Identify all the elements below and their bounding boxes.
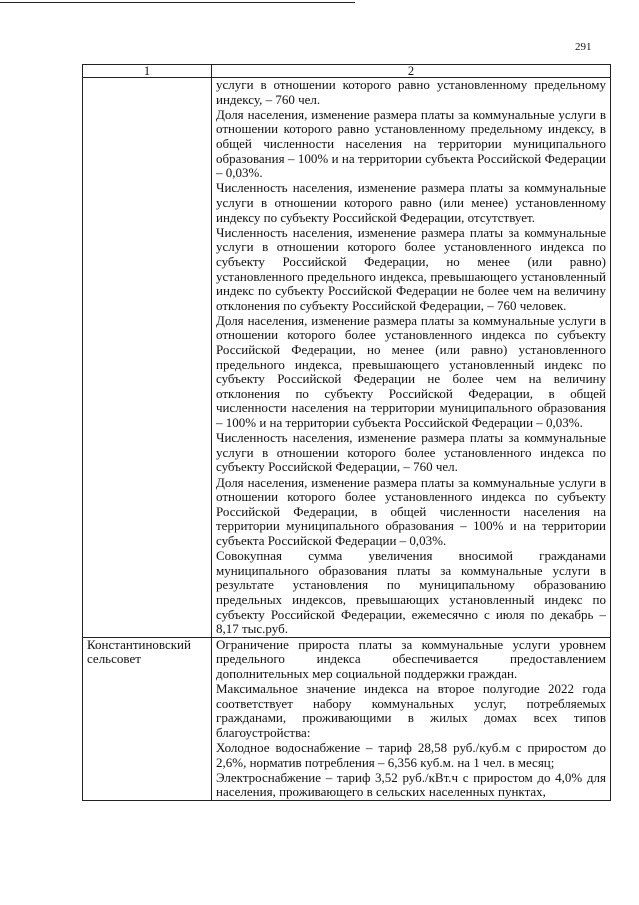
paragraph: Электроснабжение – тариф 3,52 руб./кВт.ч с приростом до 4,0% для населения, проживающего в сельских населенных пунктах, — [216, 769, 606, 800]
paragraph: Доля населения, изменение размера платы за коммунальные услуги в отношении которого более установленного индекса по субъекту Российской Федерации, в общей численности населения на территории муниципального образования – 100% и на территории субъекта Российской Федерации – 0,03%. — [216, 474, 606, 548]
paragraph: Доля населения, изменение размера платы за коммунальные услуги в отношении которого более установленного индекса по субъекту Российской Федерации, но менее (или равно) установленного предельного индекса, превышающего установленный индекс по субъекту Российской Федерации не более чем на величину отклонения по субъекту Российской Федерации, в общей численности населения на территории муниципального образования – 100% и на территории субъекта Российской Федерации – 0,03%. — [216, 312, 606, 431]
row-content — [212, 637, 611, 800]
row-content — [212, 78, 611, 638]
header-col-1: 1 — [83, 65, 212, 78]
table-header-row — [83, 65, 611, 78]
document-table — [82, 64, 611, 801]
paragraph: Численность населения, изменение размера платы за коммунальные услуги в отношении которого более установленного индекса по субъекту Российской Федерации, – 760 чел. — [216, 430, 606, 475]
header-col-2: 2 — [212, 65, 611, 78]
row-label — [83, 78, 212, 638]
row-label-konstantinovsky: Константиновский сельсовет — [83, 637, 212, 800]
paragraph: Численность населения, изменение размера платы за коммунальные услуги в отношении которого равно (или менее) установленному индексу по субъекту Российской Федерации, отсутствует. — [216, 180, 606, 225]
paragraph: Численность населения, изменение размера платы за коммунальные услуги в отношении которого более установленного индекса по субъекту Российской Федерации, но менее (или равно) установленного предельного индекса, превышающего установленный индекс по субъекту Российской Федерации не более чем на величину отклонения по субъекту Российской Федерации, – 760 человек. — [216, 224, 606, 313]
top-rule — [0, 2, 355, 3]
paragraph: Холодное водоснабжение – тариф 28,58 руб./куб.м с приростом до 2,6%, норматив потребления – 6,356 куб.м. на 1 чел. в месяц; — [216, 740, 606, 770]
table-row — [83, 637, 611, 800]
paragraph: Доля населения, изменение размера платы за коммунальные услуги в отношении которого равно установленному предельному индексу, в общей численности населения на территории муниципального образования – 100% и на территории субъекта Российской Федерации – 0,03%. — [216, 106, 606, 181]
table-row — [83, 78, 611, 638]
paragraph: Совокупная сумма увеличения вносимой гражданами муниципального образования платы за коммунальные услуги в результате установления по муниципальному образованию предельных индексов, превышающих установленный индекс по субъекту Российской Федерации, ежемесячно с июля по декабрь – 8,17 тыс.руб. — [216, 548, 606, 637]
paragraph: Максимальное значение индекса на второе полугодие 2022 года соответствует набору коммунальных услуг, потребляемых гражданами, проживающими в жилых домах всех типов благоустройства: — [216, 681, 606, 740]
page-number: 291 — [575, 41, 592, 53]
paragraph: Ограничение прироста платы за коммунальные услуги уровнем предельного индекса обеспечивается предоставлением дополнительных мер социальной поддержки граждан. — [216, 636, 606, 681]
paragraph: услуги в отношении которого равно установленному предельному индексу, – 760 чел. — [216, 77, 606, 107]
